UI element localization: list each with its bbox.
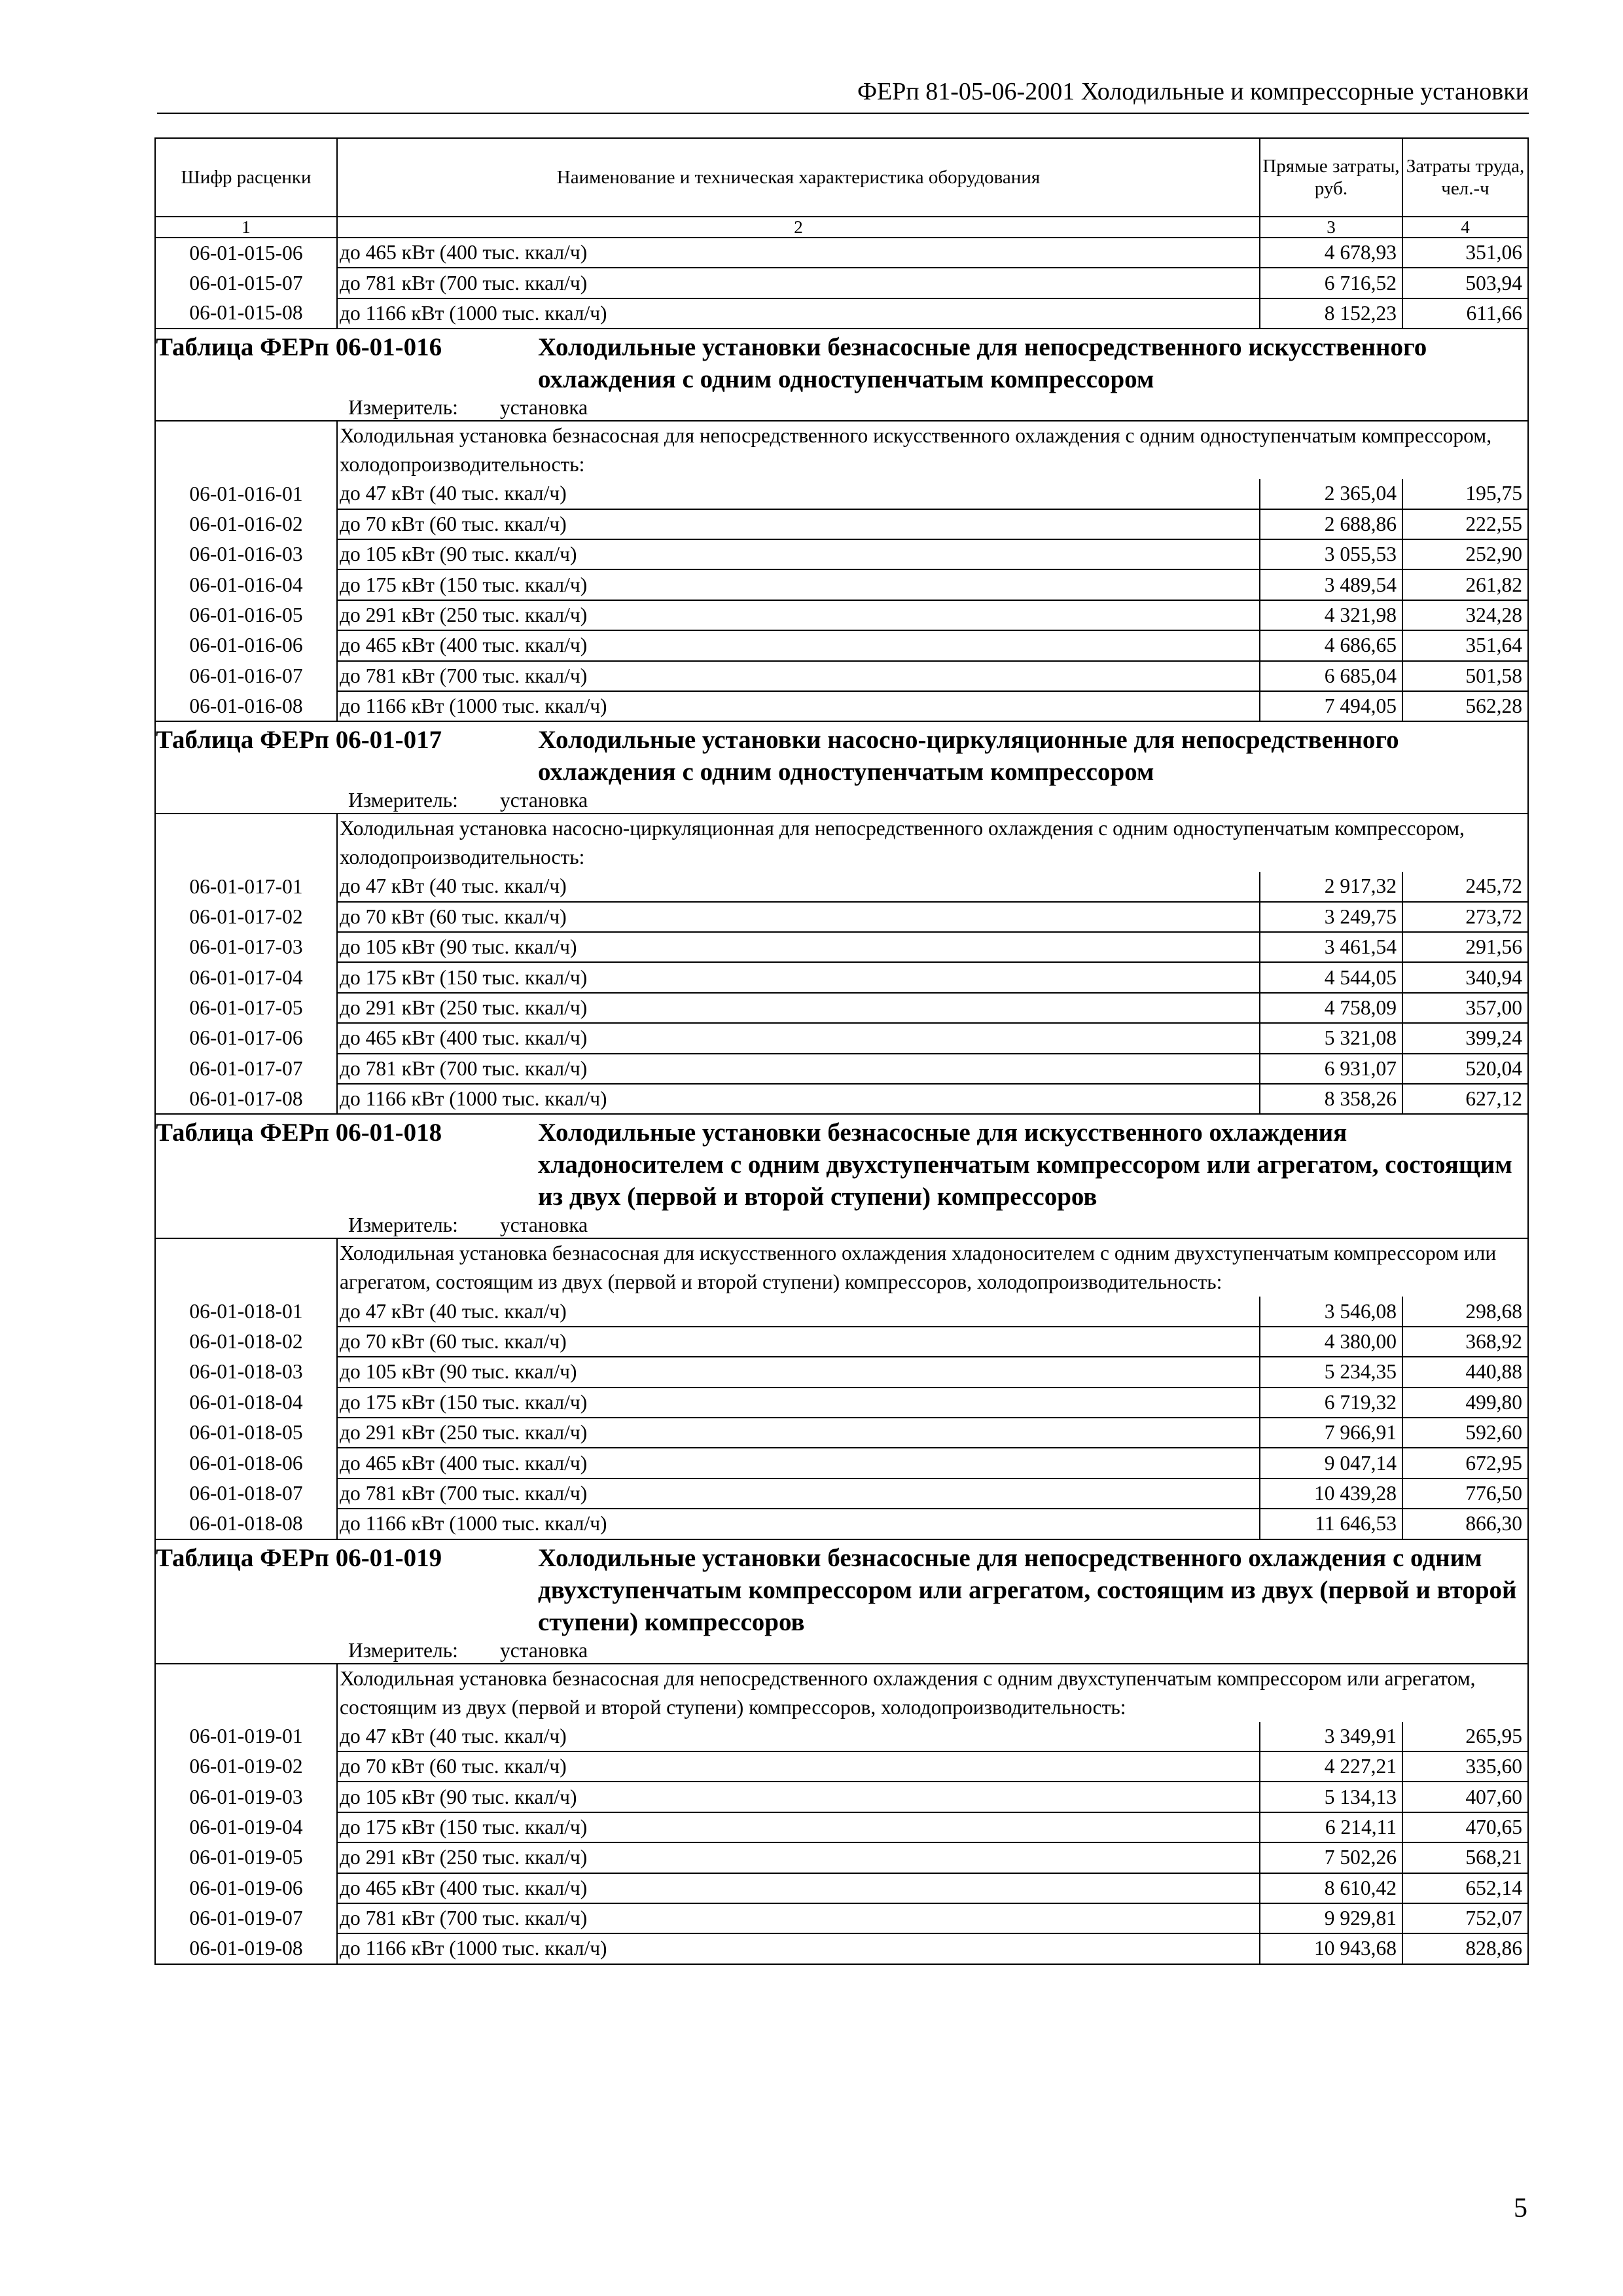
labor-cost: 335,60 — [1402, 1751, 1528, 1782]
table-title-cell — [155, 721, 1528, 788]
rate-code: 06-01-019-01 — [155, 1722, 337, 1751]
rate-description: до 175 кВт (150 тыс. ккал/ч) — [337, 1388, 1260, 1418]
direct-cost: 3 349,91 — [1260, 1722, 1402, 1751]
table-row — [155, 298, 1528, 329]
labor-cost: 399,24 — [1402, 1023, 1528, 1053]
rate-description: до 70 кВт (60 тыс. ккал/ч) — [337, 902, 1260, 932]
labor-cost: 672,95 — [1402, 1448, 1528, 1478]
measure-unit: установка — [500, 789, 588, 812]
table-title-cell — [155, 329, 1528, 395]
column-header-labor: Затраты труда, чел.-ч — [1402, 138, 1528, 217]
rate-code: 06-01-017-01 — [155, 872, 337, 901]
rate-code: 06-01-019-06 — [155, 1873, 337, 1903]
group-code-cell — [155, 421, 337, 479]
rate-code: 06-01-016-01 — [155, 479, 337, 509]
direct-cost: 8 610,42 — [1260, 1873, 1402, 1903]
table-title — [156, 1540, 1527, 1638]
direct-cost: 8 152,23 — [1260, 298, 1402, 329]
table-number: Таблица ФЕРп 06-01-017 — [156, 726, 442, 755]
group-description: Холодильная установка безнасосная для искусственного охлаждения хладоносителем с одним двухступенчатым компрессором или агрегатом, состоящим из двух (первой и второй ступени) компрессоров, холодопроизводительность: — [337, 1238, 1528, 1297]
labor-cost: 351,64 — [1402, 630, 1528, 660]
rate-description: до 105 кВт (90 тыс. ккал/ч) — [337, 932, 1260, 962]
table-title — [156, 329, 1527, 395]
rate-description: до 1166 кВт (1000 тыс. ккал/ч) — [337, 298, 1260, 329]
table-row — [155, 1023, 1528, 1053]
column-header-name: Наименование и техническая характеристика оборудования — [337, 138, 1260, 217]
group-description-row — [155, 1238, 1528, 1297]
rates-table — [154, 137, 1529, 1965]
rate-description: до 70 кВт (60 тыс. ккал/ч) — [337, 1751, 1260, 1782]
labor-cost: 501,58 — [1402, 661, 1528, 691]
direct-cost: 5 321,08 — [1260, 1023, 1402, 1053]
rate-code: 06-01-017-06 — [155, 1023, 337, 1053]
labor-cost: 440,88 — [1402, 1357, 1528, 1387]
labor-cost: 265,95 — [1402, 1722, 1528, 1751]
direct-cost: 3 546,08 — [1260, 1297, 1402, 1326]
table-row — [155, 691, 1528, 721]
rate-code: 06-01-018-07 — [155, 1479, 337, 1509]
rate-description: до 47 кВт (40 тыс. ккал/ч) — [337, 479, 1260, 509]
table-title-row — [155, 721, 1528, 788]
table-row — [155, 962, 1528, 992]
labor-cost: 470,65 — [1402, 1812, 1528, 1842]
direct-cost: 6 719,32 — [1260, 1388, 1402, 1418]
rate-description: до 465 кВт (400 тыс. ккал/ч) — [337, 1023, 1260, 1053]
measure-cell — [155, 788, 1528, 814]
table-row — [155, 1812, 1528, 1842]
rate-code: 06-01-019-05 — [155, 1842, 337, 1873]
rate-description: до 781 кВт (700 тыс. ккал/ч) — [337, 1903, 1260, 1933]
labor-cost: 652,14 — [1402, 1873, 1528, 1903]
rate-description: до 781 кВт (700 тыс. ккал/ч) — [337, 268, 1260, 298]
labor-cost: 627,12 — [1402, 1084, 1528, 1114]
table-row — [155, 479, 1528, 509]
table-row — [155, 630, 1528, 660]
group-code-cell — [155, 814, 337, 872]
rate-code: 06-01-016-03 — [155, 539, 337, 569]
table-number: Таблица ФЕРп 06-01-016 — [156, 333, 442, 362]
direct-cost: 4 321,98 — [1260, 600, 1402, 630]
group-description: Холодильная установка безнасосная для непосредственного искусственного охлаждения с одним одноступенчатым компрессором, холодопроизводительность: — [337, 421, 1528, 479]
direct-cost: 2 365,04 — [1260, 479, 1402, 509]
group-description: Холодильная установка насосно-циркуляционная для непосредственного охлаждения с одним одноступенчатым компрессором, холодопроизводительность: — [337, 814, 1528, 872]
rate-description: до 175 кВт (150 тыс. ккал/ч) — [337, 569, 1260, 600]
direct-cost: 3 489,54 — [1260, 569, 1402, 600]
table-title-row — [155, 1539, 1528, 1638]
direct-cost: 5 134,13 — [1260, 1782, 1402, 1812]
direct-cost: 6 716,52 — [1260, 268, 1402, 298]
group-description: Холодильная установка безнасосная для непосредственного охлаждения с одним двухступенчатым компрессором или агрегатом, состоящим из двух (первой и второй ступени) компрессоров, холодопроизводительность: — [337, 1664, 1528, 1722]
table-row — [155, 993, 1528, 1023]
measure-label: Измеритель: — [348, 396, 458, 420]
measure-cell — [155, 395, 1528, 421]
direct-cost: 5 234,35 — [1260, 1357, 1402, 1387]
table-row — [155, 661, 1528, 691]
page-number: 5 — [1514, 2193, 1527, 2223]
measure-cell — [155, 1638, 1528, 1664]
labor-cost: 340,94 — [1402, 962, 1528, 992]
table-heading: Холодильные установки безнасосные для непосредственного искусственного охлаждения с одним одноступенчатым компрессором — [538, 333, 1427, 394]
rate-description: до 781 кВт (700 тыс. ккал/ч) — [337, 1054, 1260, 1084]
table-row — [155, 1842, 1528, 1873]
table-row — [155, 1297, 1528, 1326]
rate-description: до 291 кВт (250 тыс. ккал/ч) — [337, 993, 1260, 1023]
labor-cost: 828,86 — [1402, 1933, 1528, 1964]
table-body — [155, 238, 1528, 1964]
column-number: 3 — [1260, 217, 1402, 238]
labor-cost: 195,75 — [1402, 479, 1528, 509]
rate-description: до 1166 кВт (1000 тыс. ккал/ч) — [337, 1084, 1260, 1114]
measure-unit: установка — [500, 1213, 588, 1237]
column-header-row — [155, 138, 1528, 217]
table-row — [155, 1054, 1528, 1084]
page-header — [157, 73, 1529, 114]
rate-code: 06-01-017-08 — [155, 1084, 337, 1114]
direct-cost: 4 544,05 — [1260, 962, 1402, 992]
table-number: Таблица ФЕРп 06-01-018 — [156, 1119, 442, 1147]
rate-description: до 175 кВт (150 тыс. ккал/ч) — [337, 1812, 1260, 1842]
group-description-row — [155, 1664, 1528, 1722]
labor-cost: 866,30 — [1402, 1509, 1528, 1539]
rate-description: до 465 кВт (400 тыс. ккал/ч) — [337, 238, 1260, 268]
labor-cost: 222,55 — [1402, 509, 1528, 539]
rate-code: 06-01-018-05 — [155, 1418, 337, 1448]
rate-description: до 781 кВт (700 тыс. ккал/ч) — [337, 1479, 1260, 1509]
labor-cost: 324,28 — [1402, 600, 1528, 630]
direct-cost: 7 502,26 — [1260, 1842, 1402, 1873]
table-row — [155, 1448, 1528, 1478]
table-row — [155, 872, 1528, 901]
rate-code: 06-01-016-05 — [155, 600, 337, 630]
table-row — [155, 1084, 1528, 1114]
table-title-cell — [155, 1114, 1528, 1213]
rate-code: 06-01-019-03 — [155, 1782, 337, 1812]
direct-cost: 4 678,93 — [1260, 238, 1402, 268]
table-row — [155, 539, 1528, 569]
table-heading: Холодильные установки безнасосные для искусственного охлаждения хладоносителем с одним двухступенчатым компрессором или агрегатом, состоящим из двух (первой и второй ступени) компрессоров — [538, 1119, 1512, 1211]
direct-cost: 2 917,32 — [1260, 872, 1402, 901]
direct-cost: 8 358,26 — [1260, 1084, 1402, 1114]
direct-cost: 6 931,07 — [1260, 1054, 1402, 1084]
labor-cost: 503,94 — [1402, 268, 1528, 298]
direct-cost: 4 686,65 — [1260, 630, 1402, 660]
table-title — [156, 1115, 1527, 1213]
rate-code: 06-01-019-04 — [155, 1812, 337, 1842]
direct-cost: 4 380,00 — [1260, 1327, 1402, 1357]
labor-cost: 568,21 — [1402, 1842, 1528, 1873]
table-row — [155, 1357, 1528, 1387]
table-number: Таблица ФЕРп 06-01-019 — [156, 1543, 442, 1572]
rate-code: 06-01-016-07 — [155, 661, 337, 691]
labor-cost: 245,72 — [1402, 872, 1528, 901]
labor-cost: 351,06 — [1402, 238, 1528, 268]
direct-cost: 7 966,91 — [1260, 1418, 1402, 1448]
direct-cost: 4 227,21 — [1260, 1751, 1402, 1782]
measure-cell — [155, 1213, 1528, 1238]
direct-cost: 9 929,81 — [1260, 1903, 1402, 1933]
labor-cost: 273,72 — [1402, 902, 1528, 932]
labor-cost: 291,56 — [1402, 932, 1528, 962]
table-row — [155, 1418, 1528, 1448]
measure-label: Измеритель: — [348, 1638, 458, 1662]
rate-description: до 1166 кВт (1000 тыс. ккал/ч) — [337, 1509, 1260, 1539]
rate-code: 06-01-015-06 — [155, 238, 337, 268]
direct-cost: 11 646,53 — [1260, 1509, 1402, 1539]
labor-cost: 592,60 — [1402, 1418, 1528, 1448]
measure-row — [155, 395, 1528, 421]
rate-description: до 291 кВт (250 тыс. ккал/ч) — [337, 600, 1260, 630]
direct-cost: 9 047,14 — [1260, 1448, 1402, 1478]
table-row — [155, 1903, 1528, 1933]
rate-code: 06-01-016-08 — [155, 691, 337, 721]
rate-code: 06-01-017-02 — [155, 902, 337, 932]
rate-description: до 105 кВт (90 тыс. ккал/ч) — [337, 539, 1260, 569]
table-row — [155, 600, 1528, 630]
rate-description: до 465 кВт (400 тыс. ккал/ч) — [337, 1448, 1260, 1478]
table-row — [155, 1933, 1528, 1964]
rate-code: 06-01-019-07 — [155, 1903, 337, 1933]
direct-cost: 6 685,04 — [1260, 661, 1402, 691]
direct-cost: 3 461,54 — [1260, 932, 1402, 962]
rate-code: 06-01-015-07 — [155, 268, 337, 298]
column-number: 4 — [1402, 217, 1528, 238]
direct-cost: 10 439,28 — [1260, 1479, 1402, 1509]
table-title-row — [155, 1114, 1528, 1213]
rate-description: до 1166 кВт (1000 тыс. ккал/ч) — [337, 691, 1260, 721]
rate-code: 06-01-017-07 — [155, 1054, 337, 1084]
rate-code: 06-01-018-02 — [155, 1327, 337, 1357]
measure-unit: установка — [500, 396, 588, 420]
rate-code: 06-01-018-06 — [155, 1448, 337, 1478]
table-row — [155, 509, 1528, 539]
labor-cost: 752,07 — [1402, 1903, 1528, 1933]
labor-cost: 407,60 — [1402, 1782, 1528, 1812]
column-number-row — [155, 217, 1528, 238]
direct-cost: 4 758,09 — [1260, 993, 1402, 1023]
rate-description: до 175 кВт (150 тыс. ккал/ч) — [337, 962, 1260, 992]
rate-code: 06-01-019-08 — [155, 1933, 337, 1964]
rate-code: 06-01-019-02 — [155, 1751, 337, 1782]
labor-cost: 252,90 — [1402, 539, 1528, 569]
direct-cost: 7 494,05 — [1260, 691, 1402, 721]
table-row — [155, 238, 1528, 268]
rate-description: до 465 кВт (400 тыс. ккал/ч) — [337, 630, 1260, 660]
rate-code: 06-01-016-04 — [155, 569, 337, 600]
table-row — [155, 1327, 1528, 1357]
labor-cost: 611,66 — [1402, 298, 1528, 329]
table-heading: Холодильные установки насосно-циркуляционные для непосредственного охлаждения с одним одноступенчатым компрессором — [538, 726, 1399, 787]
table-heading: Холодильные установки безнасосные для непосредственного охлаждения с одним двухступенчатым компрессором или агрегатом, состоящим из двух (первой и второй ступени) компрессоров — [538, 1543, 1517, 1636]
rate-description: до 465 кВт (400 тыс. ккал/ч) — [337, 1873, 1260, 1903]
measure-row — [155, 1638, 1528, 1664]
labor-cost: 298,68 — [1402, 1297, 1528, 1326]
table-title-row — [155, 329, 1528, 395]
direct-cost: 3 055,53 — [1260, 539, 1402, 569]
table-row — [155, 1388, 1528, 1418]
rate-code: 06-01-016-02 — [155, 509, 337, 539]
rate-description: до 105 кВт (90 тыс. ккал/ч) — [337, 1357, 1260, 1387]
direct-cost: 10 943,68 — [1260, 1933, 1402, 1964]
direct-cost: 3 249,75 — [1260, 902, 1402, 932]
rate-description: до 781 кВт (700 тыс. ккал/ч) — [337, 661, 1260, 691]
table-row — [155, 902, 1528, 932]
rate-description: до 47 кВт (40 тыс. ккал/ч) — [337, 1297, 1260, 1326]
rate-description: до 1166 кВт (1000 тыс. ккал/ч) — [337, 1933, 1260, 1964]
labor-cost: 368,92 — [1402, 1327, 1528, 1357]
group-description-row — [155, 814, 1528, 872]
column-number: 2 — [337, 217, 1260, 238]
labor-cost: 357,00 — [1402, 993, 1528, 1023]
direct-cost: 2 688,86 — [1260, 509, 1402, 539]
measure-row — [155, 788, 1528, 814]
table-row — [155, 1751, 1528, 1782]
table-row — [155, 1479, 1528, 1509]
rate-code: 06-01-015-08 — [155, 298, 337, 329]
table-row — [155, 1873, 1528, 1903]
table-row — [155, 1509, 1528, 1539]
rate-description: до 47 кВт (40 тыс. ккал/ч) — [337, 872, 1260, 901]
rate-code: 06-01-017-03 — [155, 932, 337, 962]
table-row — [155, 1782, 1528, 1812]
column-header-cost: Прямые затраты, руб. — [1260, 138, 1402, 217]
rate-code: 06-01-018-03 — [155, 1357, 337, 1387]
rate-description: до 291 кВт (250 тыс. ккал/ч) — [337, 1842, 1260, 1873]
labor-cost: 499,80 — [1402, 1388, 1528, 1418]
table-title — [156, 722, 1527, 788]
table-row — [155, 932, 1528, 962]
rate-description: до 47 кВт (40 тыс. ккал/ч) — [337, 1722, 1260, 1751]
measure-unit: установка — [500, 1638, 588, 1662]
column-header-code: Шифр расценки — [155, 138, 337, 217]
measure-label: Измеритель: — [348, 789, 458, 812]
labor-cost: 261,82 — [1402, 569, 1528, 600]
labor-cost: 520,04 — [1402, 1054, 1528, 1084]
direct-cost: 6 214,11 — [1260, 1812, 1402, 1842]
labor-cost: 562,28 — [1402, 691, 1528, 721]
table-row — [155, 268, 1528, 298]
rate-description: до 70 кВт (60 тыс. ккал/ч) — [337, 1327, 1260, 1357]
rate-code: 06-01-018-01 — [155, 1297, 337, 1326]
rate-code: 06-01-018-04 — [155, 1388, 337, 1418]
table-title-cell — [155, 1539, 1528, 1638]
measure-row — [155, 1213, 1528, 1238]
rate-code: 06-01-017-04 — [155, 962, 337, 992]
column-number: 1 — [155, 217, 337, 238]
table-row — [155, 1722, 1528, 1751]
rate-description: до 70 кВт (60 тыс. ккал/ч) — [337, 509, 1260, 539]
table-row — [155, 569, 1528, 600]
labor-cost: 776,50 — [1402, 1479, 1528, 1509]
rate-description: до 291 кВт (250 тыс. ккал/ч) — [337, 1418, 1260, 1448]
rate-description: до 105 кВт (90 тыс. ккал/ч) — [337, 1782, 1260, 1812]
group-code-cell — [155, 1664, 337, 1722]
rate-code: 06-01-018-08 — [155, 1509, 337, 1539]
rate-code: 06-01-016-06 — [155, 630, 337, 660]
document-title: ФЕРп 81-05-06-2001 Холодильные и компрессорные установки — [857, 78, 1529, 105]
group-code-cell — [155, 1238, 337, 1297]
measure-label: Измеритель: — [348, 1213, 458, 1237]
rate-code: 06-01-017-05 — [155, 993, 337, 1023]
group-description-row — [155, 421, 1528, 479]
